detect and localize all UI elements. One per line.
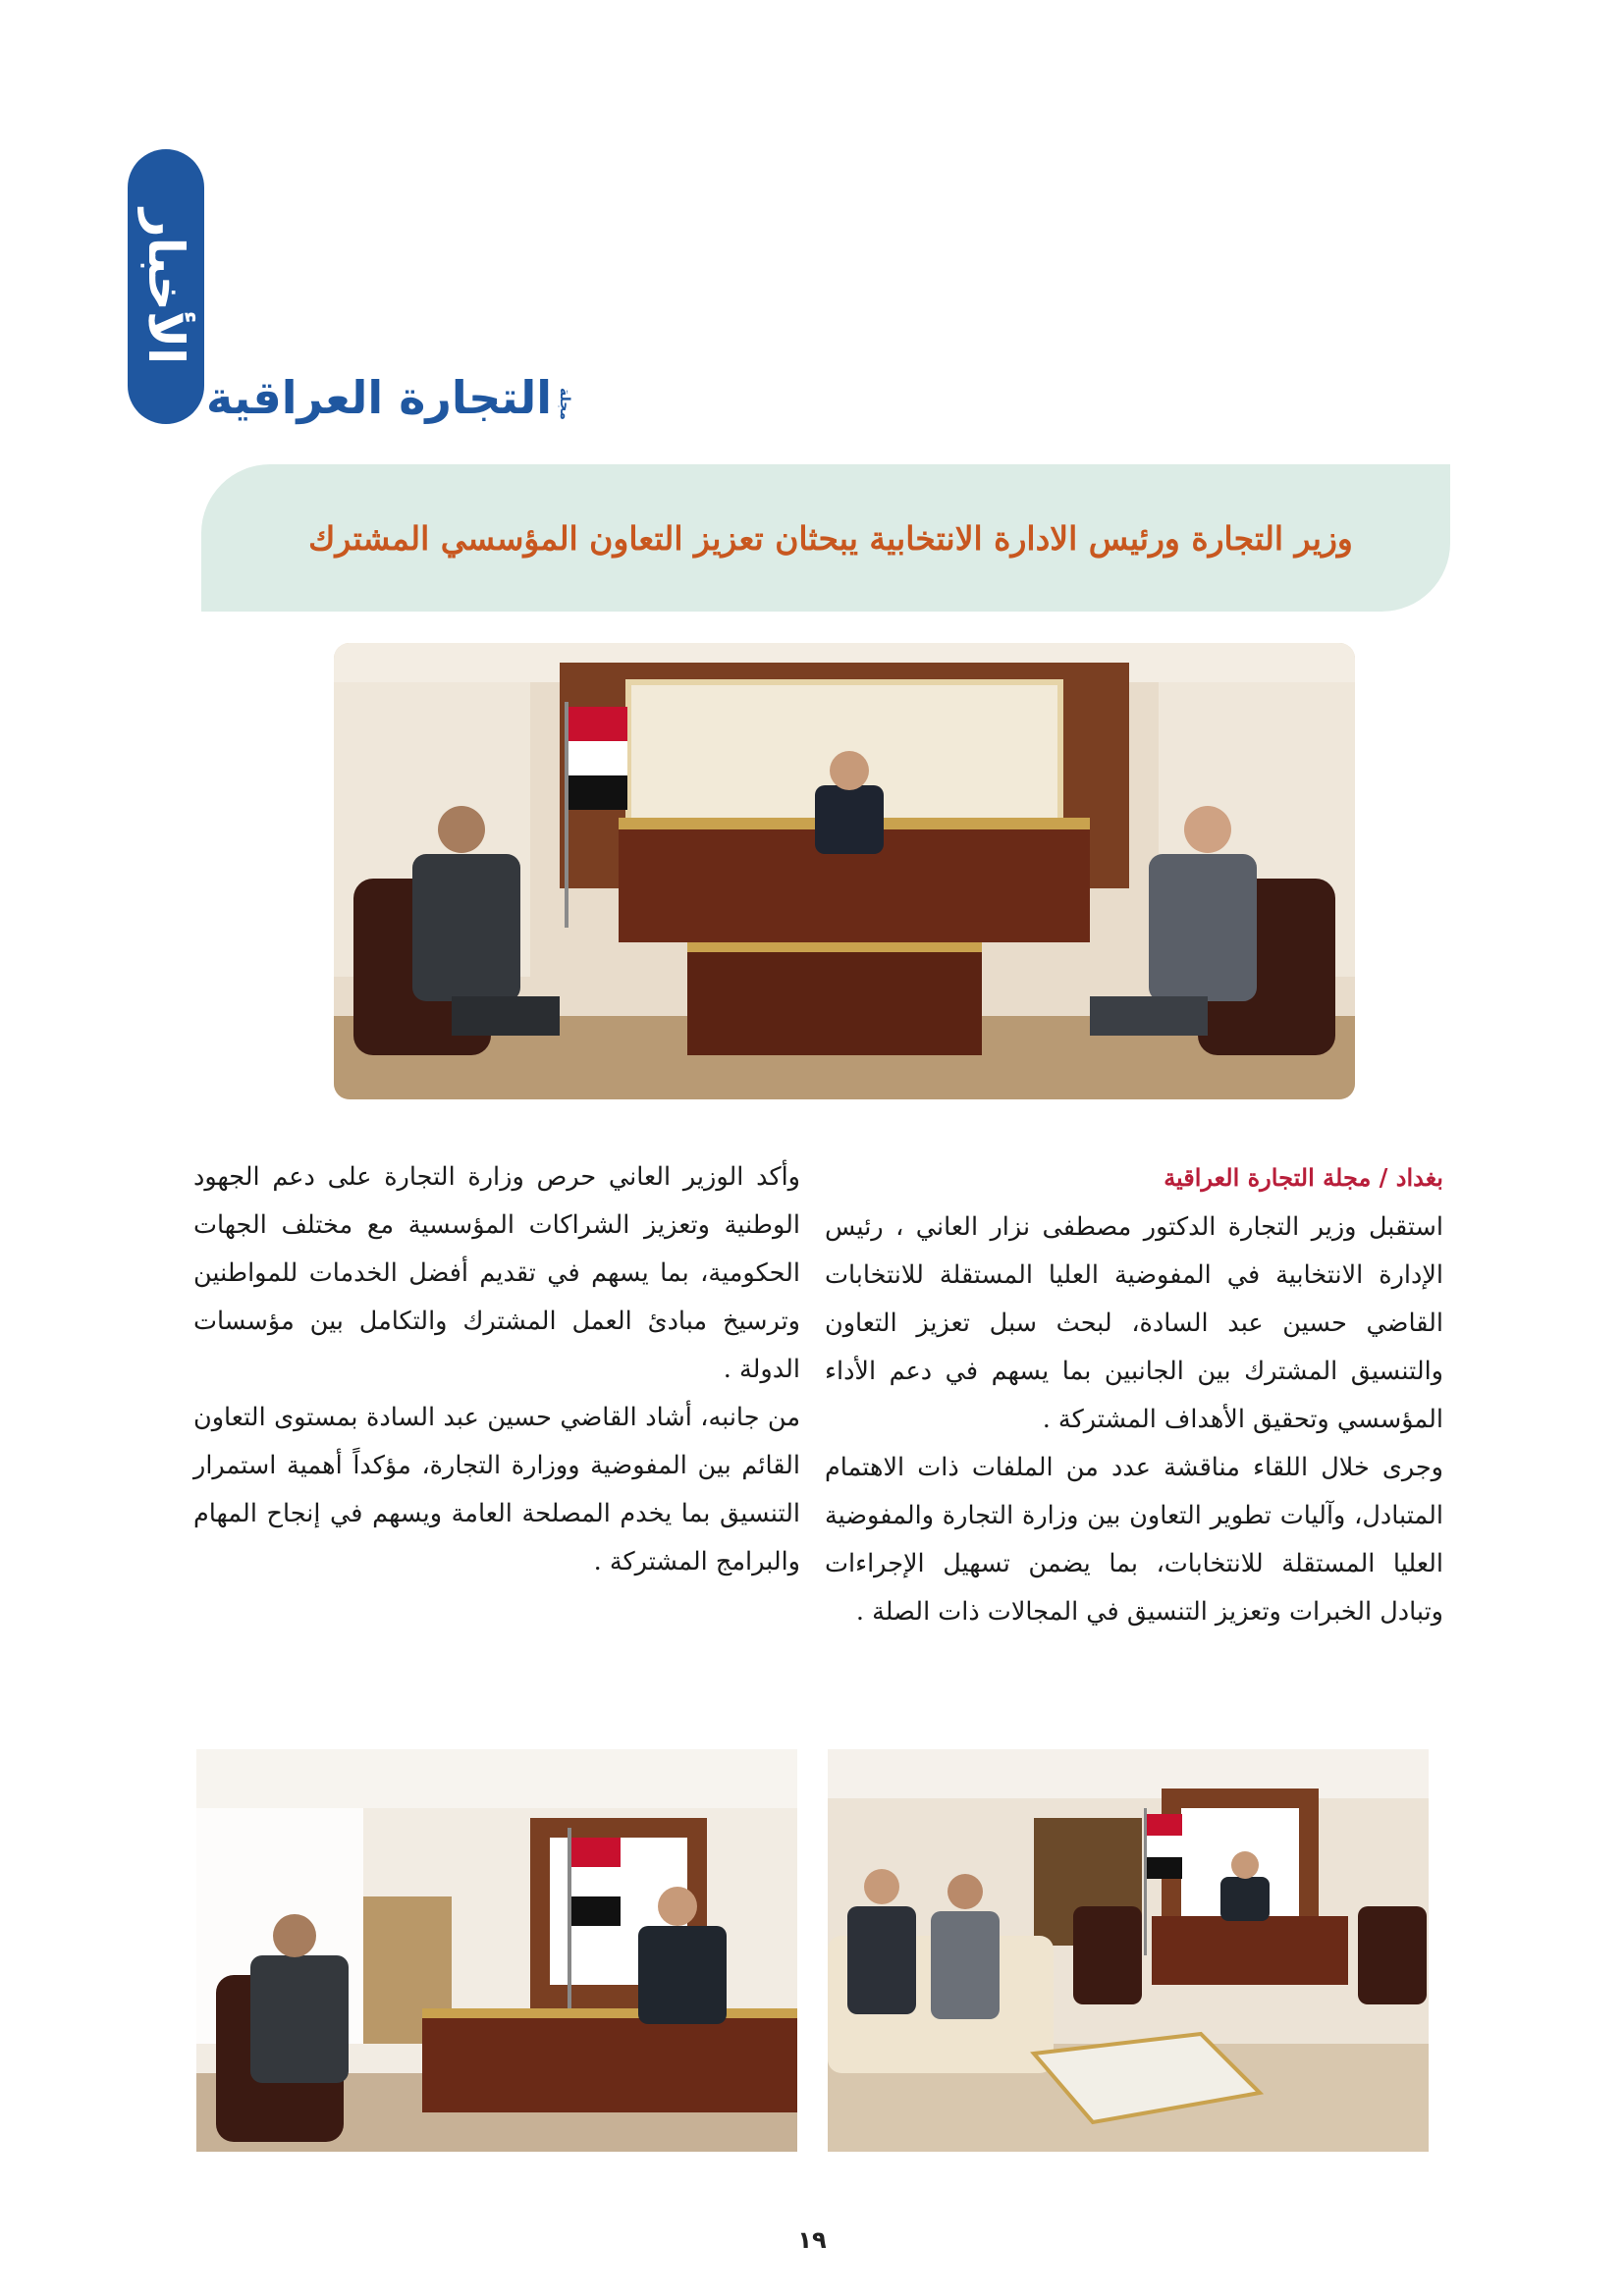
main-meeting-photo [334,643,1355,1099]
section-label: الأخبار [137,208,194,365]
section-tab [128,149,204,424]
magazine-logo [206,355,573,424]
article-paragraph: استقبل وزير التجارة الدكتور مصطفى نزار العاني ، رئيس الإدارة الانتخابية في المفوضية العليا المستقلة للانتخابات القاضي حسين عبد السادة، لبحث سبل تعزيز التعاون والتنسيق المشترك بين الجانبين بما يسهم في دعم الأداء المؤسسي وتحقيق الأهداف المشتركة . [825,1212,1443,1434]
page-number: ١٩ [797,2226,827,2254]
article-column-right [825,1153,1443,1636]
magazine-logo-name: التجارة العراقية [206,371,553,424]
bottom-right-photo [828,1749,1429,2152]
byline: بغداد / مجلة التجارة العراقية [1164,1163,1443,1192]
magazine-logo-prefix: مجلة [557,388,573,420]
article-paragraph: وجرى خلال اللقاء مناقشة عدد من الملفات ذات الاهتمام المتبادل، وآليات تطوير التعاون بين وزارة التجارة والمفوضية العليا المستقلة للانتخابات، بما يضمن تسهيل الإجراءات وتبادل الخبرات وتعزيز التنسيق في المجالات ذات الصلة . [825,1453,1443,1627]
article-paragraph: وأكد الوزير العاني حرص وزارة التجارة على دعم الجهود الوطنية وتعزيز الشراكات المؤسسية مع مختلف الجهات الحكومية، بما يسهم في تقديم أفضل الخدمات للمواطنين وترسيخ مبادئ العمل المشترك والتكامل بين مؤسسات الدولة . [193,1162,800,1384]
headline-banner [201,464,1450,612]
headline: وزير التجارة ورئيس الادارة الانتخابية يبحثان تعزيز التعاون المؤسسي المشترك [308,518,1353,558]
article-paragraph: من جانبه، أشاد القاضي حسين عبد السادة بمستوى التعاون القائم بين المفوضية ووزارة التجارة، مؤكداً أهمية استمرار التنسيق بما يخدم المصلحة العامة ويسهم في إنجاح المهام والبرامج المشتركة . [193,1403,800,1576]
bottom-left-photo [196,1749,797,2152]
article-column-left [193,1153,800,1586]
